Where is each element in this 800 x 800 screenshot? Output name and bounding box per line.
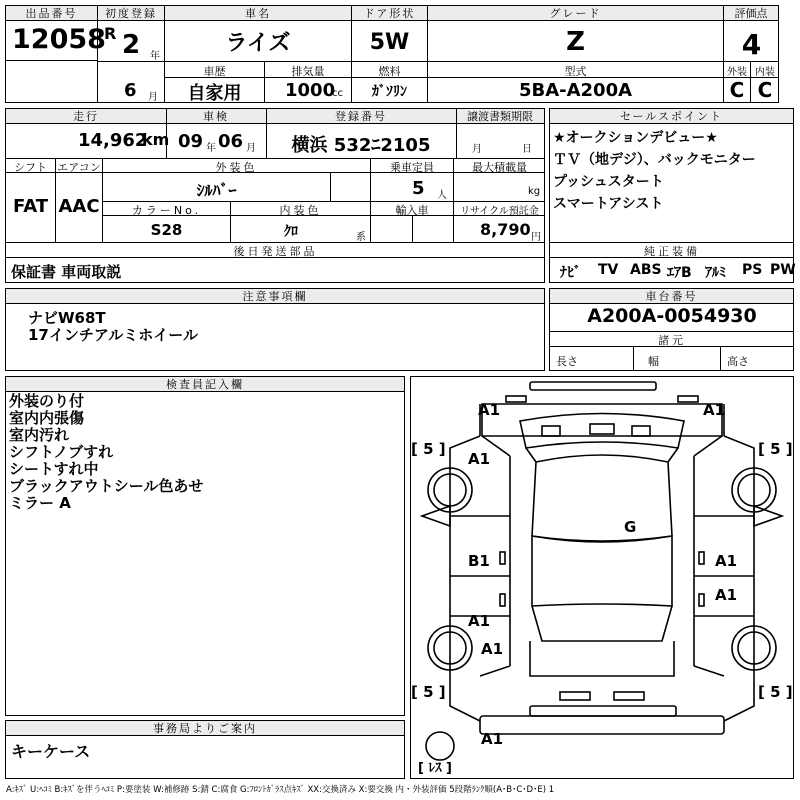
inspector-lines (9, 393, 203, 512)
office-label: 事務局よりご案内 (6, 721, 404, 736)
shift-value: FAT (12, 196, 49, 217)
inspector-label: 検査員記入欄 (6, 377, 404, 392)
lot-label: 出品番号 (6, 6, 97, 21)
damage-fender-left: A1 (468, 450, 491, 468)
chassis-label: 車台番号 (550, 289, 793, 304)
sales-point: プッシュスタート (553, 174, 664, 190)
door-label: ドア形状 (352, 6, 427, 21)
score-label: 評価点 (724, 6, 778, 21)
displacement-label: 排気量 (291, 65, 325, 78)
transfer-month-unit: 月 (472, 144, 482, 155)
transfer-day-unit: 日 (522, 144, 532, 155)
damage-front-right: A1 (703, 401, 726, 419)
note-line: 17インチアルミホイール (28, 326, 198, 344)
damage-door-right-front: A1 (715, 552, 738, 570)
mileage-value: 14,962 (78, 130, 148, 151)
spec-label: 諸元 (658, 334, 686, 347)
sales-point: ＴＶ（地デジ）、バックモニター (553, 152, 756, 168)
load-label: 最大積載量 (472, 161, 527, 174)
equip-alloy: ｱﾙﾐ (705, 265, 726, 281)
recycle-value: 8,790 (480, 220, 531, 239)
inspector-line: シートすれ中 (9, 460, 99, 478)
tread-front-left: [ 5 ] (411, 440, 446, 458)
recycle-unit: 円 (531, 232, 541, 243)
car-outline (410, 376, 794, 779)
capacity-label: 乗車定員 (390, 161, 434, 174)
damage-roof: G (624, 518, 637, 536)
inspector-line: 室内汚れ (9, 426, 70, 444)
capacity-value: 5 (412, 178, 425, 199)
equip-tv: TV (598, 262, 619, 278)
first-reg-label: 初度登録 (98, 6, 164, 21)
history-label: 車歴 (203, 65, 226, 78)
equip-label: 純正装備 (644, 245, 700, 258)
int-grade: C (757, 78, 773, 102)
later-parts-label: 後日発送部品 (233, 245, 318, 258)
auction-score: 4 (741, 28, 762, 61)
int-color-value: ｸﾛ (284, 224, 298, 240)
mileage-label: 走行 (6, 109, 166, 124)
era: R (104, 24, 117, 43)
fuel-value: ｶﾞｿﾘﾝ (372, 84, 407, 100)
lot-number: 12058 (12, 24, 106, 55)
inspector-line: 外装のり付 (9, 392, 85, 410)
inspection-year-unit: 年 (206, 143, 216, 154)
inspection-year: 09 (178, 131, 204, 152)
inspector-line: ブラックアウトシール色あせ (9, 477, 204, 495)
inspection-month: 06 (218, 131, 244, 152)
chassis-number: A200A-0054930 (587, 305, 757, 327)
tread-front-right: [ 5 ] (758, 440, 793, 458)
office-text: キーケース (11, 742, 91, 761)
int-color-unit: 系 (356, 232, 366, 243)
legend-text: A:ｷｽﾞ U:ﾍｺﾐ B:ｷｽﾞを伴うﾍｺﾐ P:要塗装 W:補修跡 S:錆 C:腐食 G:ﾌﾛﾝﾄｶﾞﾗｽ点ｷｽﾞ XX:交換済み X:要交換 内・外装評価 5段階ﾗﾝｸ順(A･B･C･D･E) 1 (6, 785, 555, 795)
equip-abs: ABS (630, 262, 662, 278)
capacity-unit: 人 (437, 190, 447, 201)
grade: Z (566, 27, 585, 57)
ext-color-value: ｼﾙﾊﾞｰ (196, 181, 237, 200)
model-label: 型式 (564, 65, 587, 78)
model-value: 5BA-A200A (518, 80, 633, 101)
load-unit: kg (528, 186, 541, 197)
ext-label: 外装 (727, 67, 747, 78)
registration-number: 横浜 532ﾆ2105 (291, 135, 431, 156)
damage-rear-left: A1 (481, 640, 504, 658)
equip-ps: PS (742, 262, 763, 278)
color-no-value: S28 (150, 221, 183, 239)
equip-airbag: ｴｱB (667, 265, 692, 281)
height-label: 高さ (727, 355, 749, 368)
notes-label: 注意事項欄 (6, 289, 544, 304)
tread-rear-left: [ 5 ] (411, 683, 446, 701)
import-label: 輸入車 (395, 204, 429, 217)
fuel-label: 燃料 (378, 65, 401, 78)
later-parts-value: 保証書 車両取説 (11, 263, 122, 281)
int-label: 内装 (755, 67, 775, 78)
recycle-label: リサイクル預託金 (460, 206, 539, 217)
damage-door-left: B1 (468, 552, 490, 570)
note-line: ナビW68T (28, 309, 106, 327)
ac-label: エアコン (57, 161, 101, 174)
sales-points (553, 127, 756, 215)
tread-rear-right: [ 5 ] (758, 683, 793, 701)
width-label: 幅 (648, 355, 659, 368)
reg-label: 登録番号 (266, 109, 456, 124)
spare-tyre: [ ﾚｽ ] (418, 761, 452, 776)
ac-value: AAC (58, 196, 100, 217)
equip-pw: PW (770, 262, 796, 278)
ext-grade: C (729, 78, 745, 102)
inspector-line: ミラー A (9, 494, 71, 512)
car-name-label: 車名 (165, 6, 351, 21)
mileage-unit: km (142, 130, 170, 149)
damage-door-right-rear: A1 (715, 586, 738, 604)
car-name: ライズ (225, 31, 291, 56)
ext-color-label: 外装色 (215, 161, 258, 174)
int-color-label: 内装色 (279, 204, 322, 217)
displacement-unit: cc (332, 88, 343, 99)
damage-rear-bumper: A1 (481, 730, 504, 748)
damage-front-left: A1 (478, 401, 501, 419)
inspector-line: シフトノブすれ (9, 443, 114, 461)
shift-label: シフト (14, 161, 47, 174)
month-unit: 月 (148, 92, 158, 103)
door-type: 5W (369, 30, 410, 55)
sales-label: セールスポイント (550, 109, 793, 124)
inspector-line: 室内内張傷 (9, 409, 85, 427)
color-no-label: カラーNo. (131, 204, 202, 217)
damage-quarter-left: A1 (468, 612, 491, 630)
length-label: 長さ (556, 355, 578, 368)
displacement-value: 1000 (285, 80, 336, 101)
notes-lines (28, 310, 198, 344)
inspection-month-unit: 月 (246, 143, 256, 154)
sales-point: ★オークションデビュー★ (553, 130, 718, 146)
reg-year: 2 (122, 30, 141, 60)
grade-label: グレード (428, 6, 723, 21)
equip-navi: ﾅﾋﾞ (560, 265, 581, 281)
history-value: 自家用 (187, 83, 242, 104)
transfer-label: 譲渡書類期限 (456, 109, 544, 124)
inspection-label: 車検 (166, 109, 266, 124)
reg-month: 6 (124, 80, 137, 101)
sales-point: スマートアシスト (553, 196, 664, 212)
year-unit: 年 (150, 51, 160, 62)
